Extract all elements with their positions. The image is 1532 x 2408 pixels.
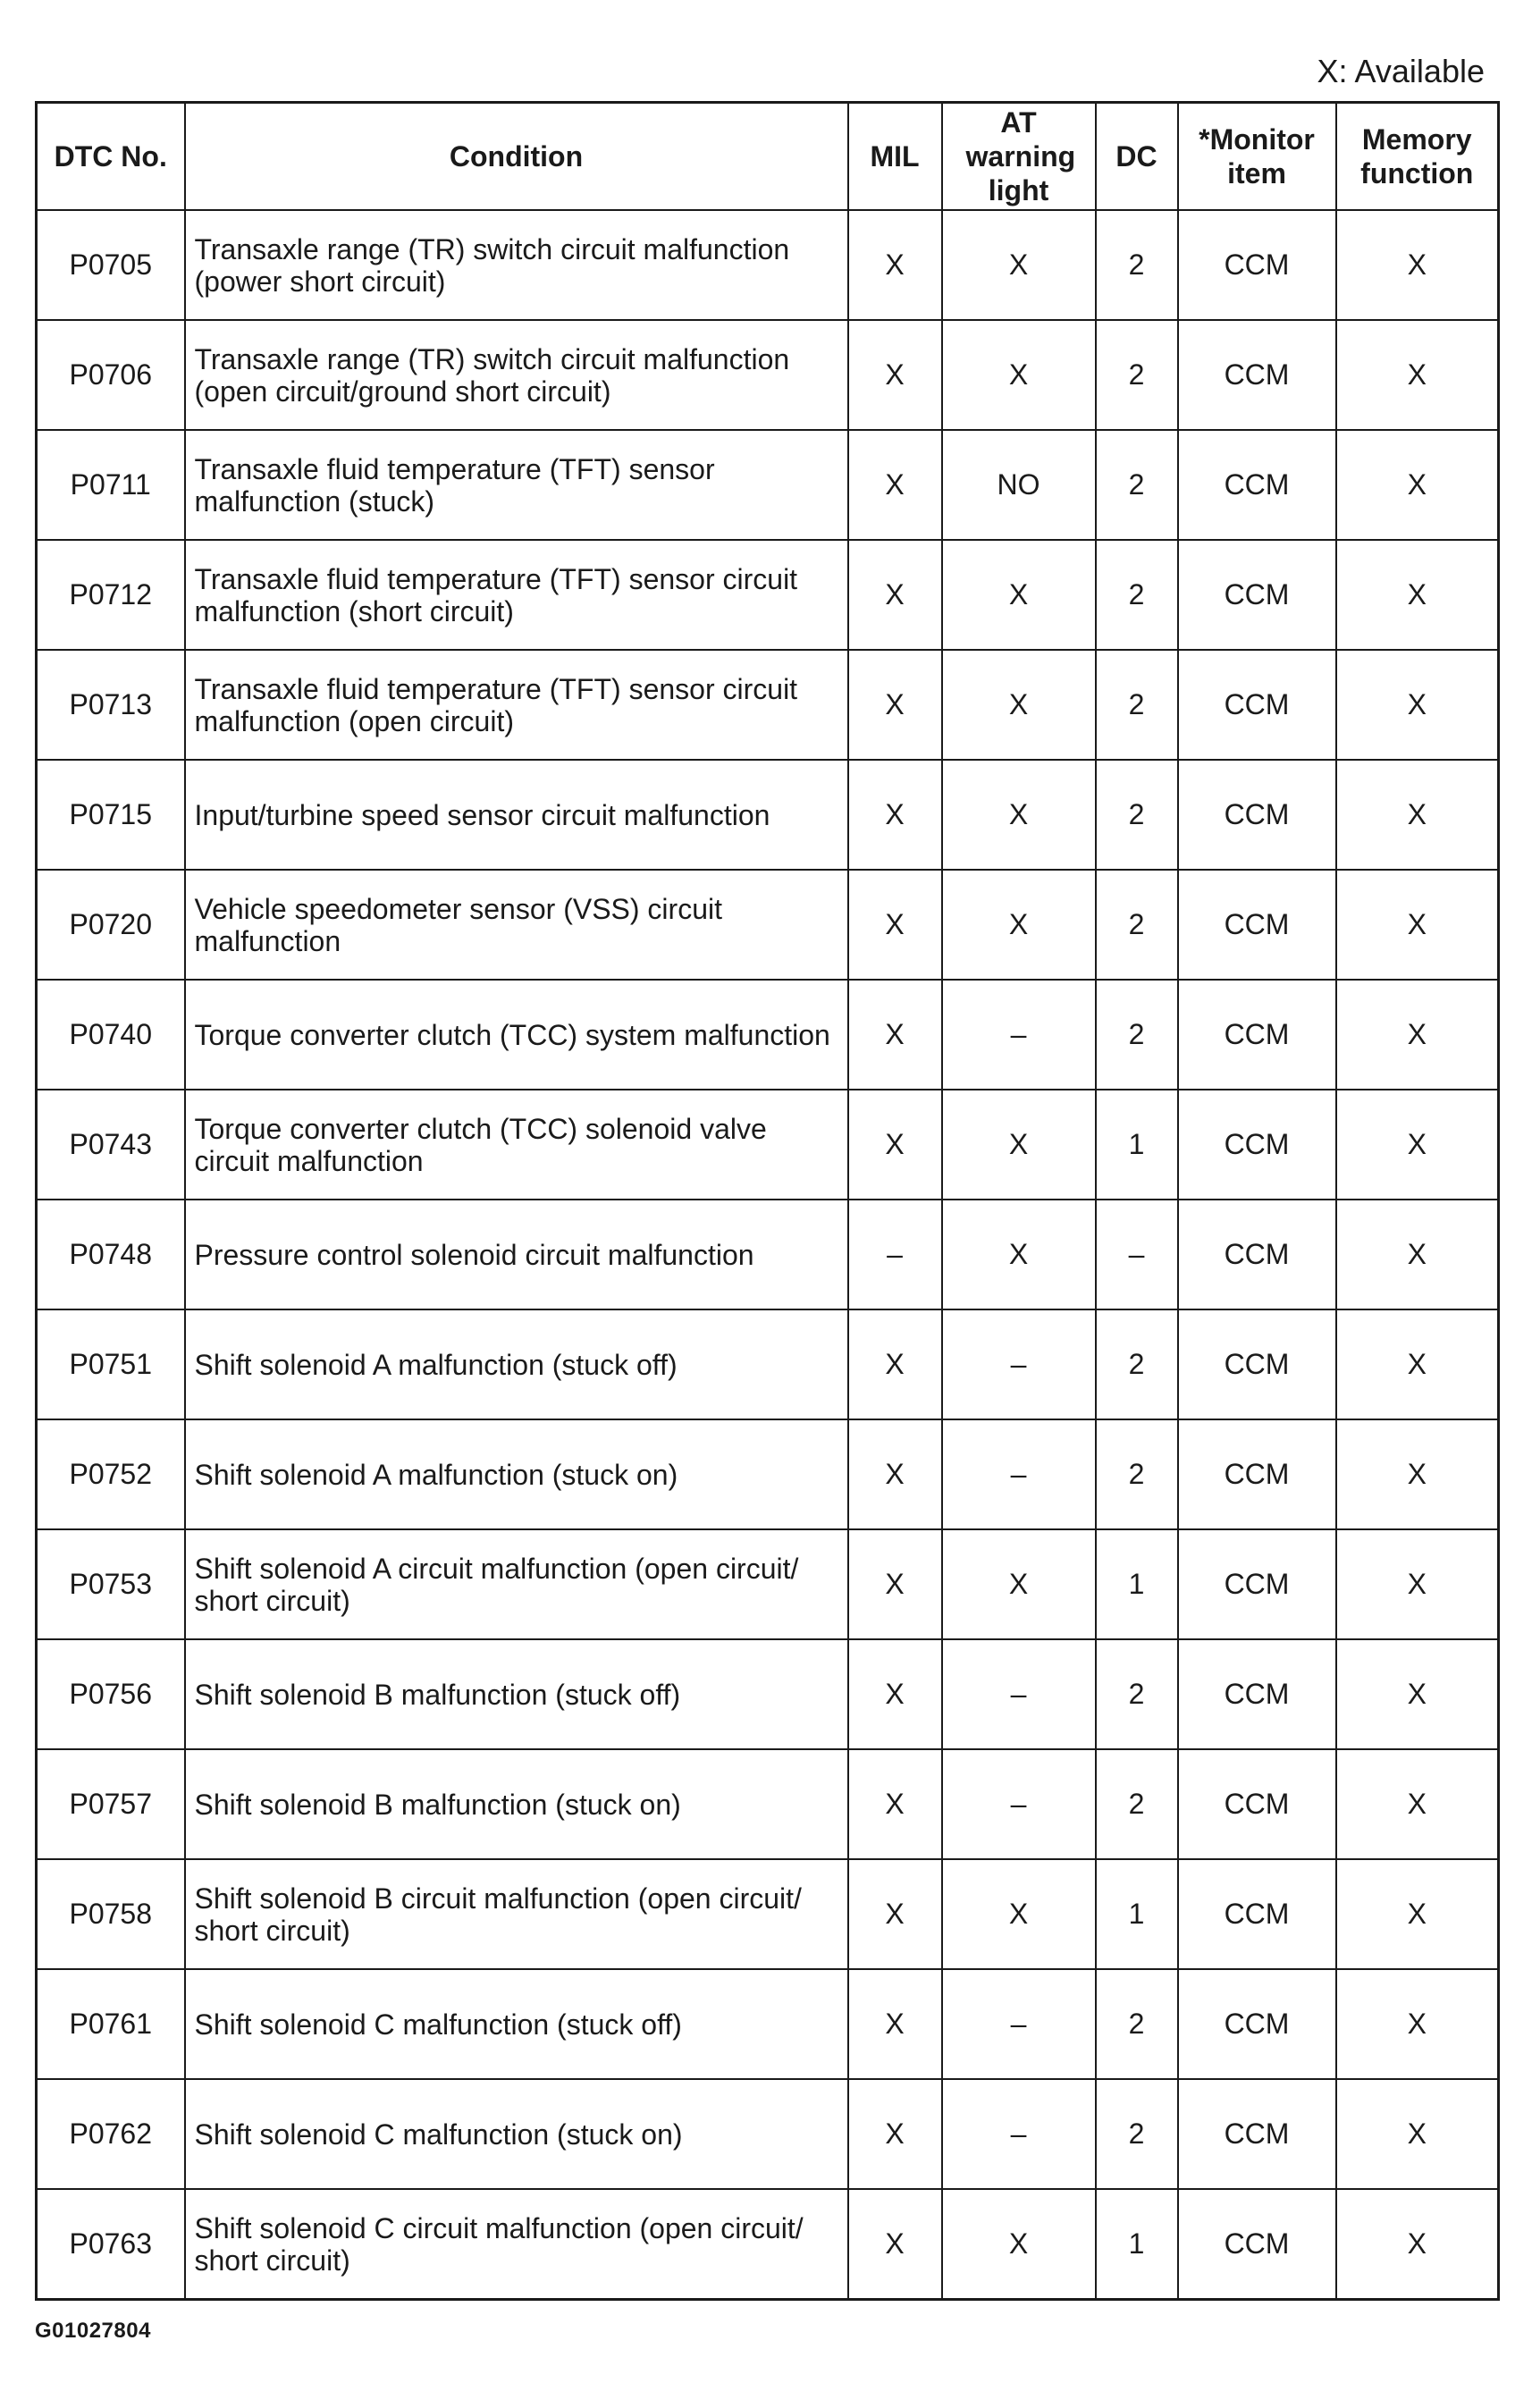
cell-mil: X (848, 980, 942, 1090)
cell-memory-function: X (1336, 1309, 1499, 1419)
cell-dc: 2 (1096, 430, 1178, 540)
cell-at-warning-light: X (942, 650, 1096, 760)
table-row (37, 320, 1499, 430)
table-header-row (37, 103, 1499, 211)
cell-mil: X (848, 760, 942, 870)
cell-memory-function: X (1336, 650, 1499, 760)
cell-condition: Shift solenoid B malfunction (stuck on) (185, 1749, 848, 1859)
cell-condition: Input/turbine speed sensor circuit malfunction (185, 760, 848, 870)
cell-memory-function: X (1336, 1859, 1499, 1969)
cell-condition: Transaxle range (TR) switch circuit malfunction (open circuit/ground short circuit) (185, 320, 848, 430)
cell-dc: 2 (1096, 1419, 1178, 1529)
cell-at-warning-light: – (942, 980, 1096, 1090)
cell-dtc-no: P0720 (37, 870, 185, 980)
header-at-warning-light: AT warning light (942, 103, 1096, 211)
cell-memory-function: X (1336, 1969, 1499, 2079)
cell-at-warning-light: X (942, 1200, 1096, 1309)
table-row (37, 2079, 1499, 2189)
cell-mil: X (848, 1419, 942, 1529)
cell-at-warning-light: X (942, 320, 1096, 430)
cell-mil: X (848, 320, 942, 430)
table-row (37, 430, 1499, 540)
cell-at-warning-light: X (942, 1090, 1096, 1200)
cell-at-warning-light: – (942, 1969, 1096, 2079)
cell-dc: 1 (1096, 1859, 1178, 1969)
cell-memory-function: X (1336, 1749, 1499, 1859)
header-mil: MIL (848, 103, 942, 211)
header-dtc-no: DTC No. (37, 103, 185, 211)
cell-dtc-no: P0761 (37, 1969, 185, 2079)
cell-dtc-no: P0711 (37, 430, 185, 540)
cell-mil: X (848, 430, 942, 540)
cell-dtc-no: P0751 (37, 1309, 185, 1419)
cell-mil: X (848, 1529, 942, 1639)
cell-dc: 1 (1096, 1529, 1178, 1639)
cell-dc: 2 (1096, 650, 1178, 760)
cell-monitor-item: CCM (1178, 650, 1336, 760)
cell-condition: Shift solenoid A circuit malfunction (open circuit/ short circuit) (185, 1529, 848, 1639)
cell-mil: X (848, 210, 942, 320)
dtc-table (35, 101, 1500, 2301)
cell-condition: Shift solenoid A malfunction (stuck on) (185, 1419, 848, 1529)
cell-dc: 2 (1096, 210, 1178, 320)
cell-dtc-no: P0758 (37, 1859, 185, 1969)
cell-at-warning-light: X (942, 870, 1096, 980)
cell-at-warning-light: X (942, 2189, 1096, 2300)
cell-condition: Shift solenoid C malfunction (stuck on) (185, 2079, 848, 2189)
cell-dc: 2 (1096, 1969, 1178, 2079)
cell-condition: Shift solenoid C malfunction (stuck off) (185, 1969, 848, 2079)
cell-dtc-no: P0712 (37, 540, 185, 650)
cell-condition: Transaxle fluid temperature (TFT) sensor circuit malfunction (open circuit) (185, 650, 848, 760)
cell-dc: 2 (1096, 320, 1178, 430)
cell-monitor-item: CCM (1178, 210, 1336, 320)
cell-condition: Shift solenoid A malfunction (stuck off) (185, 1309, 848, 1419)
cell-mil: X (848, 1309, 942, 1419)
table-row (37, 1749, 1499, 1859)
cell-mil: – (848, 1200, 942, 1309)
cell-mil: X (848, 1090, 942, 1200)
cell-mil: X (848, 1859, 942, 1969)
cell-memory-function: X (1336, 2189, 1499, 2300)
cell-monitor-item: CCM (1178, 1969, 1336, 2079)
header-memory-function: Memory function (1336, 103, 1499, 211)
cell-dtc-no: P0715 (37, 760, 185, 870)
cell-monitor-item: CCM (1178, 1090, 1336, 1200)
table-row (37, 1090, 1499, 1200)
cell-memory-function: X (1336, 870, 1499, 980)
cell-at-warning-light: X (942, 1859, 1096, 1969)
cell-dtc-no: P0713 (37, 650, 185, 760)
cell-condition: Shift solenoid C circuit malfunction (open circuit/ short circuit) (185, 2189, 848, 2300)
cell-dc: 2 (1096, 540, 1178, 650)
cell-memory-function: X (1336, 210, 1499, 320)
cell-monitor-item: CCM (1178, 1859, 1336, 1969)
cell-at-warning-light: X (942, 1529, 1096, 1639)
cell-monitor-item: CCM (1178, 760, 1336, 870)
cell-at-warning-light: – (942, 2079, 1096, 2189)
cell-condition: Vehicle speedometer sensor (VSS) circuit malfunction (185, 870, 848, 980)
cell-monitor-item: CCM (1178, 1200, 1336, 1309)
header-monitor-item: *Monitor item (1178, 103, 1336, 211)
cell-dtc-no: P0756 (37, 1639, 185, 1749)
cell-monitor-item: CCM (1178, 2189, 1336, 2300)
cell-at-warning-light: – (942, 1419, 1096, 1529)
cell-mil: X (848, 540, 942, 650)
cell-dc: 2 (1096, 2079, 1178, 2189)
table-row (37, 2189, 1499, 2300)
cell-dc: 2 (1096, 1309, 1178, 1419)
cell-memory-function: X (1336, 2079, 1499, 2189)
cell-at-warning-light: X (942, 540, 1096, 650)
cell-memory-function: X (1336, 980, 1499, 1090)
table-row (37, 870, 1499, 980)
cell-at-warning-light: – (942, 1309, 1096, 1419)
figure-code: G01027804 (35, 2319, 151, 2343)
cell-monitor-item: CCM (1178, 1749, 1336, 1859)
cell-memory-function: X (1336, 760, 1499, 870)
cell-dc: 2 (1096, 980, 1178, 1090)
cell-memory-function: X (1336, 1529, 1499, 1639)
cell-dc: 2 (1096, 1639, 1178, 1749)
cell-at-warning-light: – (942, 1749, 1096, 1859)
cell-memory-function: X (1336, 1639, 1499, 1749)
table-row (37, 980, 1499, 1090)
cell-mil: X (848, 2079, 942, 2189)
cell-condition: Transaxle range (TR) switch circuit malfunction (power short circuit) (185, 210, 848, 320)
cell-mil: X (848, 1749, 942, 1859)
cell-dtc-no: P0762 (37, 2079, 185, 2189)
cell-monitor-item: CCM (1178, 1309, 1336, 1419)
cell-monitor-item: CCM (1178, 540, 1336, 650)
cell-dtc-no: P0743 (37, 1090, 185, 1200)
cell-mil: X (848, 1969, 942, 2079)
availability-legend: X: Available (1317, 53, 1485, 89)
table-row (37, 1309, 1499, 1419)
cell-memory-function: X (1336, 1419, 1499, 1529)
cell-dtc-no: P0753 (37, 1529, 185, 1639)
cell-monitor-item: CCM (1178, 1419, 1336, 1529)
header-dc: DC (1096, 103, 1178, 211)
cell-at-warning-light: – (942, 1639, 1096, 1749)
cell-memory-function: X (1336, 540, 1499, 650)
cell-dtc-no: P0705 (37, 210, 185, 320)
cell-mil: X (848, 1639, 942, 1749)
table-row (37, 1859, 1499, 1969)
cell-condition: Pressure control solenoid circuit malfunction (185, 1200, 848, 1309)
cell-dtc-no: P0752 (37, 1419, 185, 1529)
cell-dc: 2 (1096, 760, 1178, 870)
cell-mil: X (848, 2189, 942, 2300)
cell-mil: X (848, 870, 942, 980)
cell-mil: X (848, 650, 942, 760)
cell-at-warning-light: NO (942, 430, 1096, 540)
cell-monitor-item: CCM (1178, 430, 1336, 540)
cell-dc: 2 (1096, 1749, 1178, 1859)
cell-monitor-item: CCM (1178, 320, 1336, 430)
cell-memory-function: X (1336, 320, 1499, 430)
cell-condition: Torque converter clutch (TCC) system malfunction (185, 980, 848, 1090)
table-row (37, 760, 1499, 870)
cell-condition: Torque converter clutch (TCC) solenoid valve circuit malfunction (185, 1090, 848, 1200)
cell-monitor-item: CCM (1178, 980, 1336, 1090)
cell-dc: 1 (1096, 2189, 1178, 2300)
table-row (37, 1419, 1499, 1529)
table-row (37, 1639, 1499, 1749)
cell-dc: 2 (1096, 870, 1178, 980)
cell-condition: Shift solenoid B malfunction (stuck off) (185, 1639, 848, 1749)
cell-memory-function: X (1336, 1090, 1499, 1200)
cell-monitor-item: CCM (1178, 1529, 1336, 1639)
cell-monitor-item: CCM (1178, 2079, 1336, 2189)
cell-at-warning-light: X (942, 760, 1096, 870)
cell-dtc-no: P0706 (37, 320, 185, 430)
cell-monitor-item: CCM (1178, 870, 1336, 980)
cell-dc: 1 (1096, 1090, 1178, 1200)
cell-dtc-no: P0740 (37, 980, 185, 1090)
cell-dc: – (1096, 1200, 1178, 1309)
cell-condition: Transaxle fluid temperature (TFT) sensor circuit malfunction (short circuit) (185, 540, 848, 650)
cell-memory-function: X (1336, 1200, 1499, 1309)
cell-dtc-no: P0748 (37, 1200, 185, 1309)
table-row (37, 540, 1499, 650)
cell-dtc-no: P0757 (37, 1749, 185, 1859)
cell-condition: Transaxle fluid temperature (TFT) sensor malfunction (stuck) (185, 430, 848, 540)
cell-at-warning-light: X (942, 210, 1096, 320)
table-row (37, 1529, 1499, 1639)
header-condition: Condition (185, 103, 848, 211)
table-row (37, 1969, 1499, 2079)
table-row (37, 650, 1499, 760)
cell-dtc-no: P0763 (37, 2189, 185, 2300)
cell-memory-function: X (1336, 430, 1499, 540)
table-row (37, 210, 1499, 320)
cell-condition: Shift solenoid B circuit malfunction (open circuit/ short circuit) (185, 1859, 848, 1969)
cell-monitor-item: CCM (1178, 1639, 1336, 1749)
table-row (37, 1200, 1499, 1309)
